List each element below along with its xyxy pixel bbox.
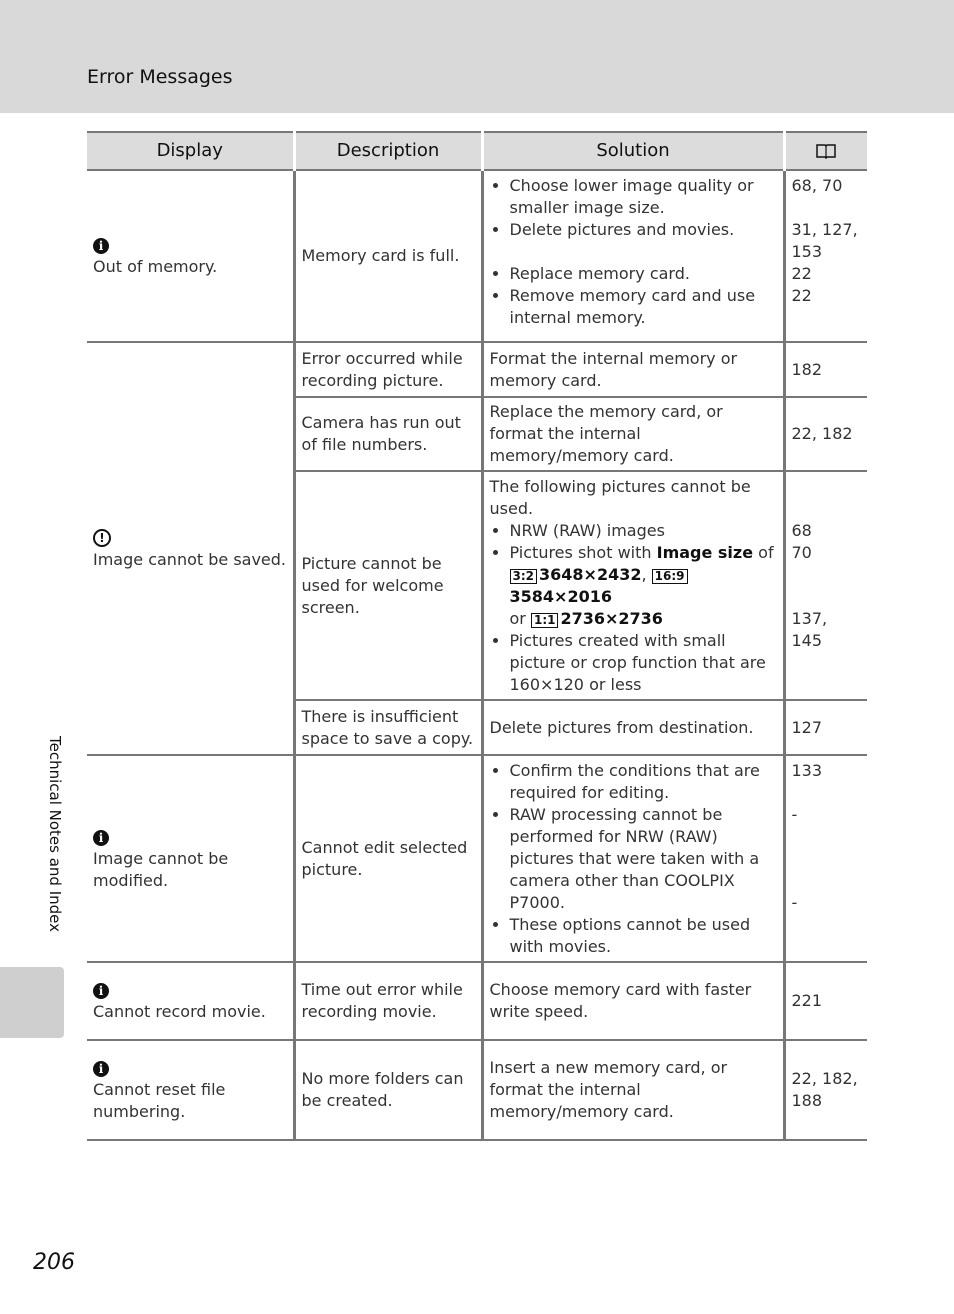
solution-item: • NRW (RAW) images	[510, 520, 777, 542]
table-header-row	[87, 132, 867, 170]
side-tab-label: Technical Notes and Index	[46, 736, 64, 933]
page-ref: 137, 145	[791, 609, 828, 650]
ratio-1-1-icon: 1:1	[531, 613, 559, 628]
solution-item: • Remove memory card and use internal memory.	[510, 285, 777, 329]
table-row	[87, 342, 867, 397]
image-size-value: 3584×2016	[509, 587, 612, 606]
solution-cell: Insert a new memory card, or format the internal memory/memory card.	[482, 1040, 784, 1140]
solution-item: • Replace memory card.	[510, 263, 777, 285]
solution-text: Pictures shot with	[509, 543, 652, 562]
page-ref: 22	[791, 286, 812, 305]
header-band	[0, 0, 954, 113]
reference-cell: 221	[784, 962, 867, 1040]
solution-item: • Choose lower image quality or smaller image size.	[510, 175, 777, 219]
header-display: Display	[87, 132, 294, 170]
solution-text: of	[758, 543, 774, 562]
display-cell	[87, 342, 294, 755]
image-size-value: 2736×2736	[560, 609, 663, 628]
reference-cell	[784, 755, 867, 962]
description-cell: No more folders can be created.	[294, 1040, 482, 1140]
header-solution: Solution	[482, 132, 784, 170]
ratio-3-2-icon: 3:2	[510, 569, 538, 584]
solution-intro: The following pictures cannot be used.	[489, 477, 751, 518]
page-ref: 31, 127, 153	[791, 220, 858, 261]
side-tab	[0, 967, 64, 1038]
table-row	[87, 755, 867, 962]
display-message: Image cannot be saved.	[93, 550, 287, 569]
page-ref: 22	[791, 264, 812, 283]
solution-text: or	[509, 609, 526, 628]
page-ref: 68	[791, 521, 812, 540]
info-icon: i	[93, 1061, 109, 1077]
display-message: Out of memory.	[93, 257, 218, 276]
solution-item: • RAW processing cannot be performed for NRW (RAW) pictures that were taken with a camera other than COOLPIX P7000.	[510, 804, 777, 914]
reference-cell: 22, 182, 188	[784, 1040, 867, 1140]
solution-cell: Format the internal memory or memory card.	[482, 342, 784, 397]
solution-item: • These options cannot be used with movies.	[510, 914, 777, 958]
table-row	[87, 962, 867, 1040]
warning-icon: !	[93, 529, 111, 547]
page-number: 206	[33, 1250, 75, 1275]
page-ref: 133	[791, 761, 823, 780]
page-ref: 68, 70	[791, 176, 843, 195]
image-size-label: Image size	[656, 543, 754, 562]
table-row	[87, 1040, 867, 1140]
description-cell: There is insufficient space to save a copy.	[294, 700, 482, 755]
info-icon: i	[93, 238, 109, 254]
ratio-16-9-icon: 16:9	[652, 569, 688, 584]
solution-item: • Pictures created with small picture or crop function that are 160×120 or less	[510, 630, 777, 696]
solution-text: ,	[641, 565, 647, 584]
display-cell	[87, 170, 294, 342]
info-icon: i	[93, 830, 109, 846]
page-ref: -	[791, 805, 798, 824]
display-message: Image cannot be modified.	[93, 848, 229, 890]
description-cell: Camera has run out of file numbers.	[294, 397, 482, 471]
solution-cell: Delete pictures from destination.	[482, 700, 784, 755]
reference-cell	[784, 471, 867, 700]
solution-cell	[482, 471, 784, 700]
description-cell: Cannot edit selected picture.	[294, 755, 482, 962]
section-title: Error Messages	[87, 66, 233, 88]
display-message: Cannot record movie.	[93, 1002, 266, 1021]
display-message: Cannot reset file numbering.	[93, 1080, 226, 1121]
header-reference	[784, 132, 867, 170]
solution-item: • Delete pictures and movies.	[510, 219, 777, 241]
reference-cell: 127	[784, 700, 867, 755]
reference-cell: 22, 182	[784, 397, 867, 471]
table-row	[87, 170, 867, 342]
reference-cell	[784, 170, 867, 342]
page-ref: -	[791, 893, 798, 912]
display-cell	[87, 755, 294, 962]
page-ref: 70	[791, 543, 812, 562]
header-description: Description	[294, 132, 482, 170]
image-size-value: 3648×2432	[539, 565, 642, 584]
description-cell: Memory card is full.	[294, 170, 482, 342]
description-cell: Error occurred while recording picture.	[294, 342, 482, 397]
solution-cell: Choose memory card with faster write speed.	[482, 962, 784, 1040]
solution-item	[510, 542, 777, 630]
display-cell	[87, 1040, 294, 1140]
description-cell: Time out error while recording movie.	[294, 962, 482, 1040]
description-cell: Picture cannot be used for welcome screen.	[294, 471, 482, 700]
reference-cell: 182	[784, 342, 867, 397]
solution-cell	[482, 755, 784, 962]
solution-cell: Replace the memory card, or format the internal memory/memory card.	[482, 397, 784, 471]
display-cell	[87, 962, 294, 1040]
error-messages-table	[87, 131, 867, 1141]
solution-item: • Confirm the conditions that are required for editing.	[510, 760, 777, 804]
solution-cell	[482, 170, 784, 342]
book-icon	[815, 143, 837, 159]
info-icon: i	[93, 983, 109, 999]
